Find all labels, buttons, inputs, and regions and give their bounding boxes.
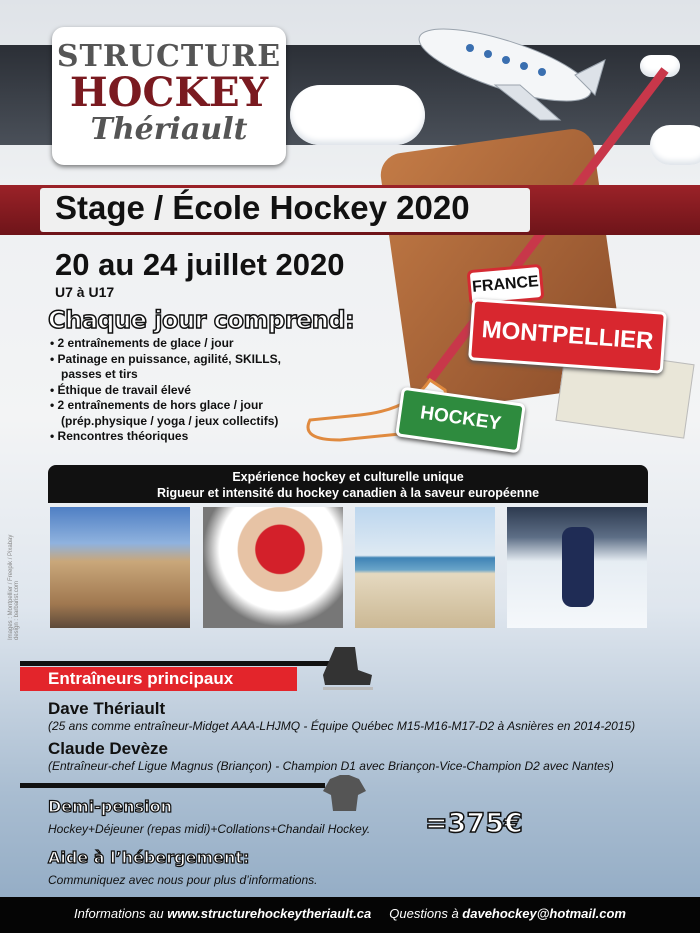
- credit-line2: design : barbarist.com: [14, 580, 20, 640]
- coach-desc: (25 ans comme entraîneur-Midget AAA-LHJMQ - Équipe Québec M15-M16-M17-D2 à Asnières en 2014-2015): [48, 719, 636, 733]
- list-item: • Patinage en puissance, agilité, SKILLS, passes et tirs: [50, 352, 320, 383]
- list-item: • 2 entraînements de hors glace / jour (prép.physique / yoga / jeux collectifs): [50, 398, 320, 429]
- daily-heading: Chaque jour comprend:: [48, 306, 355, 334]
- daily-list: [50, 336, 320, 445]
- coaches-heading: Entraîneurs principaux: [20, 667, 297, 691]
- jersey-icon: [322, 775, 367, 813]
- page-title: Stage / École Hockey 2020: [55, 189, 470, 226]
- age-range: U7 à U17: [55, 284, 115, 300]
- website-link[interactable]: www.structurehockeytheriault.ca: [167, 906, 372, 921]
- questions-label: Questions à: [389, 906, 459, 921]
- skate-icon: [320, 645, 375, 695]
- photo-beach: [355, 507, 495, 628]
- footer: [0, 897, 700, 933]
- coach-desc: (Entraîneur-chef Ligue Magnus (Briançon) - Champion D1 avec Briançon-Vice-Champion D2 avec Nantes): [48, 759, 614, 773]
- list-item: • Rencontres théoriques: [50, 429, 320, 445]
- logo-line2: HOCKEY: [69, 69, 269, 116]
- credit-line1: Images : Montpellier / Freepik / Pixabay: [8, 534, 14, 640]
- pension-desc: Hockey+Déjeuner (repas midi)+Collations+Chandail Hockey.: [48, 822, 371, 836]
- photo-young-player: [203, 507, 343, 628]
- list-item: • Éthique de travail élevé: [50, 383, 320, 399]
- divider: [20, 661, 330, 666]
- photo-montpellier: [50, 507, 190, 628]
- divider: [20, 783, 325, 788]
- montpellier-sign: MONTPELLIER: [468, 298, 667, 373]
- experience-line1: Expérience hockey et culturelle unique: [232, 470, 464, 484]
- coach-name: Dave Thériault: [48, 699, 166, 718]
- email-link[interactable]: davehockey@hotmail.com: [462, 906, 626, 921]
- pension-heading: Demi-pension: [48, 797, 173, 816]
- photo-goalie: [507, 507, 647, 628]
- lodging-heading: Aide à l’hébergement:: [48, 848, 250, 867]
- info-label: Informations au: [74, 906, 164, 921]
- goalie-figure: [562, 527, 594, 607]
- image-credits: [8, 535, 20, 640]
- price: =375€: [425, 808, 523, 839]
- experience-box: [48, 465, 648, 503]
- event-date: 20 au 24 juillet 2020: [55, 247, 345, 282]
- logo: [52, 27, 286, 165]
- logo-line1: STRUCTURE: [56, 39, 282, 74]
- coach-name: Claude Devèze: [48, 739, 168, 758]
- lodging-desc: Communiquez avec nous pour plus d’informations.: [48, 873, 318, 887]
- france-sign: FRANCE: [467, 264, 545, 306]
- list-item: • 2 entraînements de glace / jour: [50, 336, 320, 352]
- hockey-sign: HOCKEY: [395, 387, 526, 454]
- logo-line3: Thériault: [90, 112, 248, 147]
- experience-line2: Rigueur et intensité du hockey canadien à la saveur européenne: [156, 486, 540, 500]
